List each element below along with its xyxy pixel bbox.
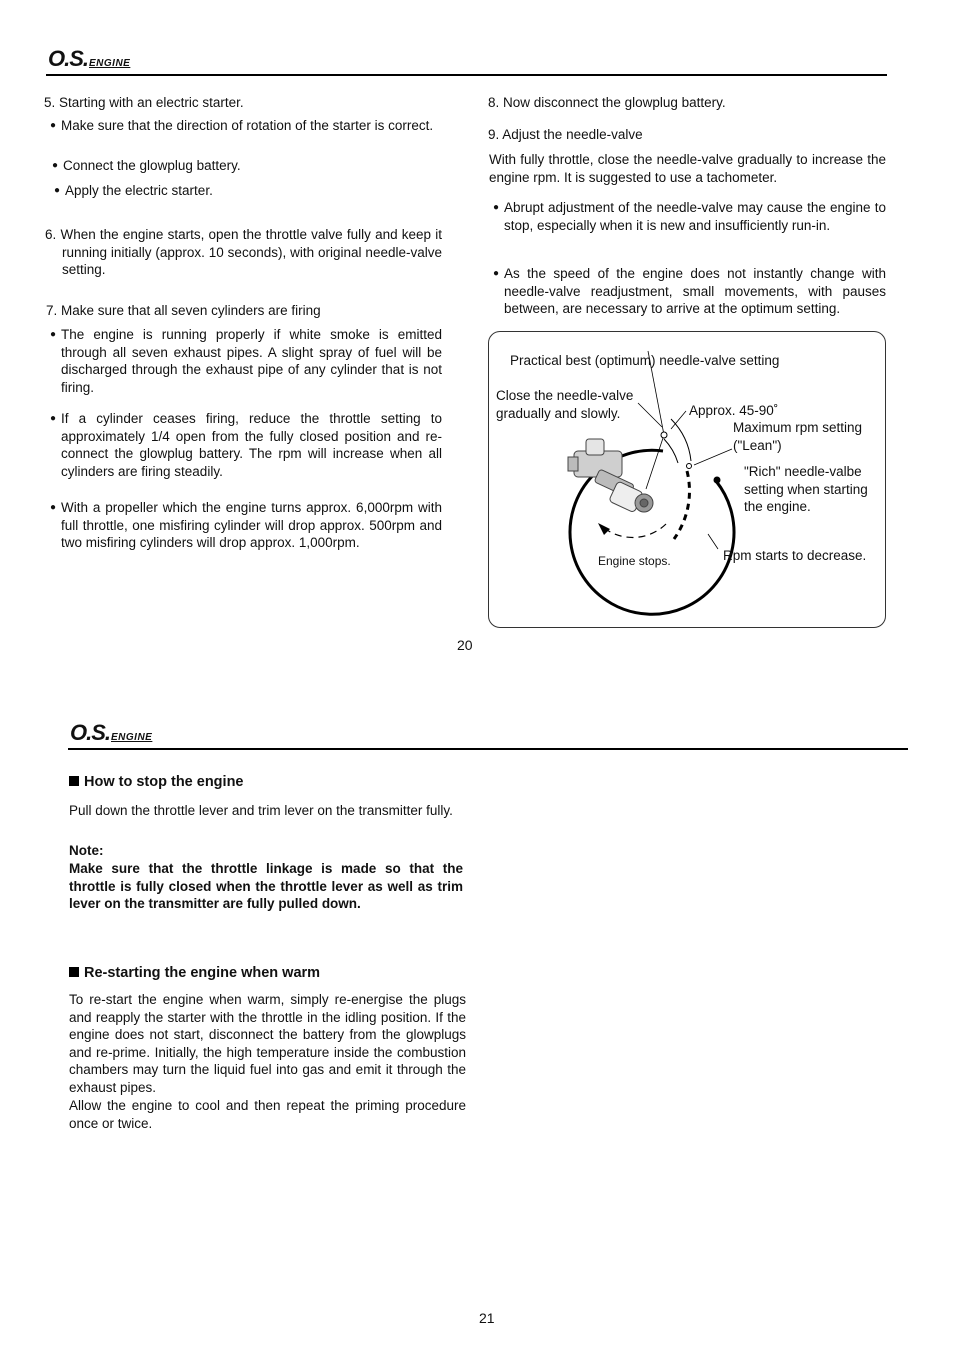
lean-pointer [694, 449, 732, 465]
note-label: Note: [69, 843, 104, 858]
label-rich-setting: "Rich" needle-valbe setting when starting the engine. [744, 464, 868, 514]
label-approx-angle: Approx. 45-90˚ [689, 403, 779, 418]
header-rule-2 [68, 748, 908, 750]
step6-text: 6. When the engine starts, open the throttle valve fully and keep it running initially (approx. 10 seconds), with original needle-valve setting. [45, 227, 442, 277]
note-text: Make sure that the throttle linkage is made so that the throttle is fully closed when the throttle lever as well as trim lever on the transmitter are fully pulled down. [69, 861, 463, 911]
square-bullet-icon [69, 776, 79, 786]
stop-engine-paragraph: Pull down the throttle lever and trim lever on the transmitter fully. [69, 803, 453, 818]
decrease-arc [674, 471, 689, 539]
arrow-head [598, 523, 610, 535]
logo-os: O.S. [48, 46, 89, 71]
step7-bullet-1: ● The engine is running properly if white smoke is emitted through all seven exhaust pipes. A slight spray of fuel will be discharged through the exhaust pipe of any cylinder that is not firing. [50, 327, 442, 395]
restart-paragraph: To re-start the engine when warm, simply re-energise the plugs and reapply the starter with the throttle in the idling position. If the engine does not start, disconnect the battery from the glowplugs and re-prime. Initially, the high temperature inside the combustion chambers may turn the liquid fuel into gas and emit it through the exhaust pipes. [69, 992, 466, 1095]
label-max-rpm: Maximum rpm setting ("Lean") [733, 420, 863, 453]
logo-engine: ENGINE [89, 58, 131, 69]
label-rpm-decrease: Rpm starts to decrease. [723, 548, 867, 563]
step5-num: 5. [44, 95, 56, 110]
step7-heading: 7. Make sure that all seven cylinders are firing [46, 303, 321, 318]
approx-pointer [671, 411, 686, 429]
step9-num: 9. [488, 127, 500, 142]
angle-arc-inner [664, 439, 678, 463]
page-number-21: 21 [479, 1310, 495, 1326]
heading-restart-warm: Re-starting the engine when warm [69, 965, 320, 981]
step5-text: Starting with an electric starter. [59, 95, 244, 110]
step9-text: Adjust the needle-valve [502, 127, 643, 142]
cool-paragraph: Allow the engine to cool and then repeat the priming procedure once or twice. [69, 1098, 466, 1131]
label-engine-stops: Engine stops. [598, 554, 671, 568]
label-optimum: Practical best (optimum) needle-valve setting [510, 353, 780, 368]
step5-bullet-3: ● Apply the electric starter. [54, 183, 213, 198]
step5-heading [44, 94, 444, 112]
os-engine-logo-2 [70, 720, 152, 746]
step9-bullet-1: ● Abrupt adjustment of the needle-valve may cause the engine to stop, especially when it is new and insufficiently run-in. [493, 200, 886, 233]
step5-bullet-1: ● Make sure that the direction of rotation of the starter is correct. [50, 118, 434, 133]
heading-stop-engine: How to stop the engine [69, 774, 244, 790]
step8-text: 8. Now disconnect the glowplug battery. [488, 95, 726, 110]
header-rule [46, 74, 887, 76]
step9-bullet-2: ● As the speed of the engine does not instantly change with needle-valve readjustment, small movements, with pauses between, are necessary to arrive at the optimum setting. [493, 266, 886, 316]
step7-bullet-3: ● With a propeller which the engine turns approx. 6,000rpm with full throttle, one misfiring cylinder will drop approx. 500rpm and two misfiring cylinders will drop approx. 1,000rpm. [50, 500, 442, 550]
os-engine-logo [48, 46, 130, 72]
needle-line [646, 435, 664, 489]
page-number-20: 20 [457, 637, 473, 653]
square-bullet-icon-2 [69, 967, 79, 977]
label-close-needle: Close the needle-valve gradually and slowly. [496, 388, 634, 421]
step5-bullet-2: ● Connect the glowplug battery. [52, 158, 241, 173]
decrease-pointer [708, 534, 718, 549]
logo-os-2: O.S. [70, 720, 111, 745]
step9-paragraph: With fully throttle, close the needle-valve gradually to increase the engine rpm. It is suggested to use a tachometer. [489, 152, 886, 185]
engine-stop-arc [604, 524, 666, 537]
step7-bullet-2: ● If a cylinder ceases firing, reduce the throttle setting to approximately 1/4 open from the fully closed position and re-connect the glowplug battery. The rpm will increase when all cylinders are firing steadily. [50, 411, 442, 479]
step9-heading [488, 126, 886, 144]
logo-engine-2: ENGINE [111, 732, 153, 743]
